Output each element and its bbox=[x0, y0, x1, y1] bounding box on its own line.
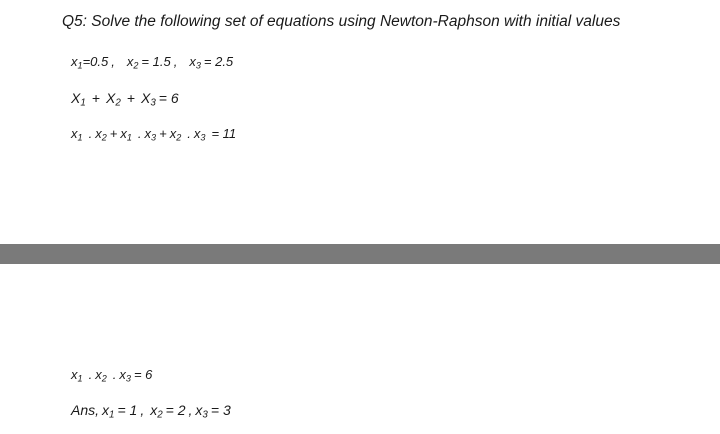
question-title: Q5: Solve the following set of equations using Newton-Raphson with initial values bbox=[62, 13, 621, 30]
x3-initial: $x_3 = 2.5$ bbox=[189, 54, 234, 71]
answer-line: Ans, $x_1 = 1$ , $x_2 = 2$ , $x_3 = 3$ bbox=[71, 402, 231, 421]
separator: , bbox=[173, 54, 178, 69]
equation-3: $x_1$ . $x_2$ . $x_3 = 6$ bbox=[71, 367, 153, 384]
page-divider-band bbox=[0, 244, 720, 264]
x2-initial: $x_2 = 1.5$ bbox=[126, 54, 171, 71]
x1-initial: $x_1=0.5$ bbox=[71, 54, 109, 71]
separator: , bbox=[111, 54, 115, 69]
equation-2: $x_1$ . $x_2 + x_1$ . $x_3 + x_2$ . $x_3 = 11$ bbox=[71, 126, 237, 143]
answer-prefix: Ans, bbox=[71, 402, 100, 418]
initial-values-line bbox=[71, 54, 233, 69]
equation-1: $X_1 + X_2 + X_3 = 6$ bbox=[71, 90, 179, 109]
